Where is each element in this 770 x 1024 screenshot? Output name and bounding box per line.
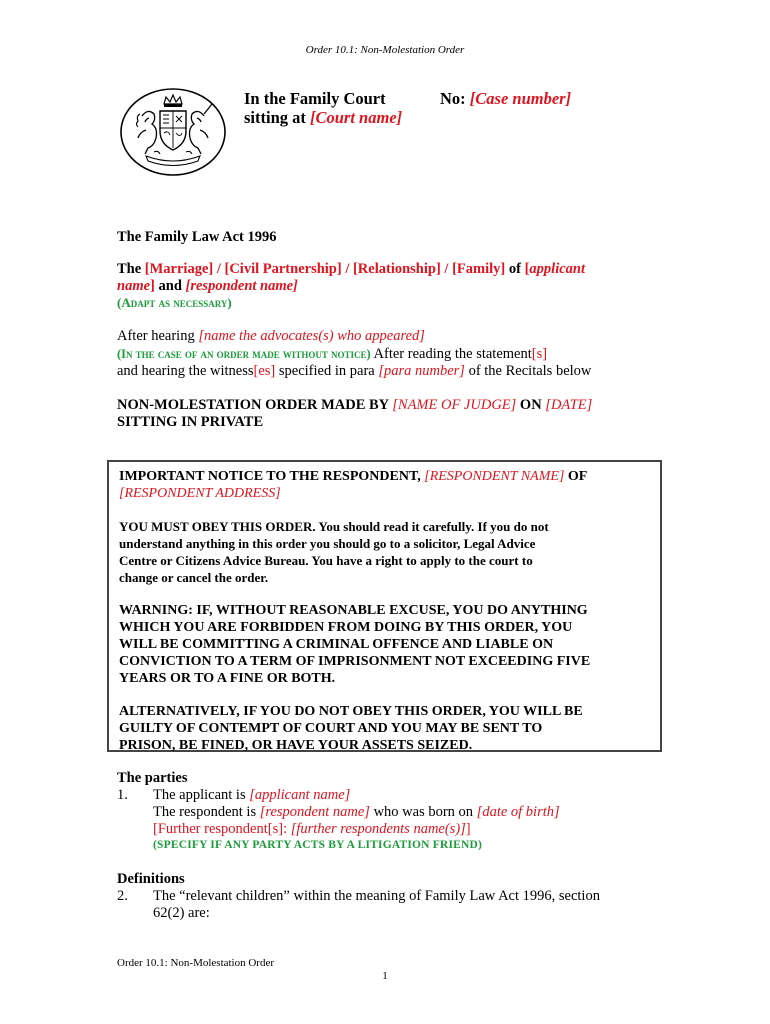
court-location-prefix: sitting at [244, 108, 310, 127]
parties-number: 1. [117, 787, 128, 803]
respondent-line [153, 804, 560, 821]
hearing-after: After hearing [117, 328, 199, 344]
specified-in-para: specified in para [275, 363, 379, 379]
of-recitals: of the Recitals below [464, 363, 592, 379]
notice-alternatively [119, 703, 654, 754]
notice-warning [119, 602, 654, 687]
notice-obey-line: understand anything in this order you should go to a solicitor, Legal Advice [119, 536, 536, 551]
royal-coat-of-arms-icon [118, 86, 228, 178]
notice-warning-line: CONVICTION TO A TERM OF IMPRISONMENT NOT EXCEEDING FIVE [119, 654, 591, 669]
notice-warning-line: WILL BE COMMITTING A CRIMINAL OFFENCE AND LIABLE ON [119, 637, 554, 652]
applicant-line [153, 787, 350, 804]
hearing-line-2 [117, 346, 677, 363]
respondent-name-placeholder: [respondent name] [259, 804, 370, 820]
notice-obey-line: change or cancel the order. [119, 570, 269, 585]
notice-respondent-address: [RESPONDENT ADDRESS] [119, 486, 281, 501]
hearing-line-3 [117, 363, 677, 380]
notice-obey-line: Centre or Citizens Advice Bureau. You have a right to apply to the court to [119, 553, 533, 568]
relationship-and: and [154, 278, 186, 294]
applicant-prefix: The applicant is [153, 787, 250, 803]
notice-respondent-name: [RESPONDENT NAME] [424, 469, 565, 484]
adapt-note: (Adapt as necessary) [117, 295, 232, 310]
definitions-line-2: 62(2) are: [153, 905, 210, 921]
further-s: [s] [267, 821, 284, 837]
case-number-label: No: [440, 89, 470, 108]
litigation-friend-note: (SPECIFY IF ANY PARTY ACTS BY A LITIGATION FRIEND) [153, 839, 483, 851]
hearing-line-1 [117, 328, 657, 345]
witness-es: [es] [253, 363, 276, 379]
case-number-line [440, 89, 571, 109]
advocates-placeholder: [name the advocates(s) who appeared] [198, 328, 425, 344]
order-title [117, 397, 657, 414]
important-notice-box [107, 460, 662, 752]
order-title-on: ON [516, 397, 546, 413]
notice-alternatively-line: GUILTY OF CONTEMPT OF COURT AND YOU MAY BE SENT TO [119, 721, 543, 736]
further-respondent-line [153, 821, 471, 838]
respondent-prefix: The respondent is [153, 804, 260, 820]
court-name: [Court name] [310, 108, 403, 127]
notice-obey-line: YOU MUST OBEY THIS ORDER. You should read it carefully. If you do not [119, 519, 549, 534]
further-close: ] [465, 821, 471, 837]
further-colon: : [283, 821, 291, 837]
notice-intro-text: IMPORTANT NOTICE TO THE RESPONDENT, [119, 469, 425, 484]
applicant-placeholder: applicant [529, 261, 586, 277]
act-title: The Family Law Act 1996 [117, 229, 277, 245]
notice-warning-line: WHICH YOU ARE FORBIDDEN FROM DOING BY THIS ORDER, YOU [119, 620, 573, 635]
court-location [244, 108, 402, 128]
notice-warning-line: YEARS OR TO A FINE OR BOTH. [119, 671, 336, 686]
relationship-the: The [117, 261, 145, 277]
relationship-options: [Marriage] / [Civil Partnership] / [Relationship] / [Family] [144, 261, 506, 277]
further-names-placeholder: [further respondents name(s)] [290, 821, 466, 837]
notice-alternatively-line: PRISON, BE FINED, OR HAVE YOUR ASSETS SEIZED. [119, 738, 473, 753]
born-on: who was born on [369, 804, 477, 820]
court-title: In the Family Court [244, 89, 386, 108]
further-open: [Further respondent [153, 821, 268, 837]
judge-placeholder: [NAME OF JUDGE] [392, 397, 517, 413]
page-footer: Order 10.1: Non-Molestation Order [117, 957, 275, 969]
notice-warning-line: WARNING: IF, WITHOUT REASONABLE EXCUSE, YOU DO ANYTHING [119, 603, 588, 618]
sitting-in-private: SITTING IN PRIVATE [117, 414, 264, 430]
dob-placeholder: [date of birth] [476, 804, 560, 820]
relationship-statement [117, 261, 657, 295]
applicant-close: ] [150, 278, 155, 294]
statement-s: [s] [531, 346, 548, 362]
applicant-placeholder-2: name [117, 278, 151, 294]
page-number: 1 [382, 970, 388, 982]
page-header: Order 10.1: Non-Molestation Order [305, 44, 465, 56]
notice-intro [119, 468, 654, 502]
respondent-placeholder: [respondent name] [185, 278, 298, 294]
date-placeholder: [DATE] [545, 397, 593, 413]
definitions-number: 2. [117, 888, 128, 904]
without-notice-note: (In the case of an order made without notice) [117, 347, 371, 361]
notice-of: OF [564, 469, 588, 484]
order-title-prefix: NON-MOLESTATION ORDER MADE BY [117, 397, 393, 413]
and-hearing: and hearing the witness [117, 363, 254, 379]
applicant-name-placeholder: [applicant name] [249, 787, 351, 803]
para-number-placeholder: [para number] [378, 363, 465, 379]
applicant-open: [ [524, 261, 530, 277]
notice-alternatively-line: ALTERNATIVELY, IF YOU DO NOT OBEY THIS ORDER, YOU WILL BE [119, 704, 583, 719]
notice-obey [119, 518, 654, 586]
after-reading: After reading the statement [370, 346, 532, 362]
parties-heading: The parties [117, 770, 188, 786]
definitions-heading: Definitions [117, 871, 185, 887]
case-number: [Case number] [469, 89, 572, 108]
definitions-line-1: The “relevant children” within the meaning of Family Law Act 1996, section [153, 888, 600, 904]
relationship-of: of [505, 261, 525, 277]
